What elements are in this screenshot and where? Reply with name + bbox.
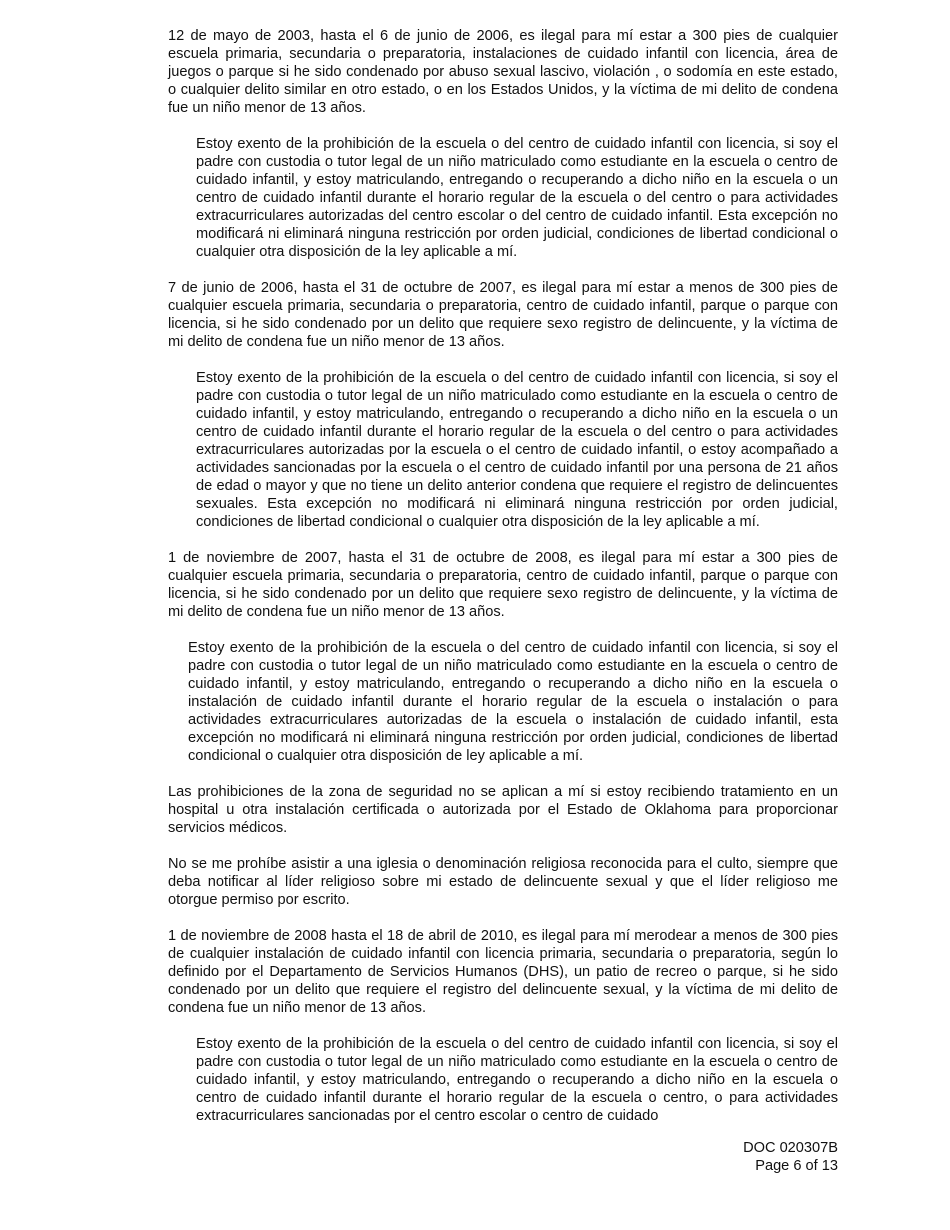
document-body [168,27,838,1143]
page-number: Page 6 of 13 [755,1158,838,1174]
exemption-paragraph-2007-2008: Estoy exento de la prohibición de la escuela o del centro de cuidado infantil con licencia, si soy el padre con custodia o tutor legal de un niño matriculado como estudiante en la escuela o centro de cuidado infantil, y estoy matriculando, entregando o recuperando a dicho niño en la escuela o instalación de cuidado infantil durante el horario regular de la escuela o instalación o para actividades extracurriculares autorizadas de la escuela o instalación de cuidado infantil, esta excepción no modificará ni eliminará ninguna restricción por orden judicial, condiciones de libertad condicional o cualquier otra disposición de ley aplicable a mí. [188,640,838,764]
paragraph-2007-2008: 1 de noviembre de 2007, hasta el 31 de octubre de 2008, es ilegal para mí estar a 300 pies de cualquier escuela primaria, secundaria o preparatoria, centro de cuidado infantil, parque o parque con licencia, si he sido condenado por un delito que requiere sexo registro de delincuente, y la víctima de mi delito de condena fue un niño menor de 13 años. [168,550,838,620]
paragraph-2008-2010: 1 de noviembre de 2008 hasta el 18 de abril de 2010, es ilegal para mí merodear a menos de 300 pies de cualquier instalación de cuidado infantil con licencia primaria, secundaria o preparatoria, según lo definido por el Departamento de Servicios Humanos (DHS), un patio de recreo o parque, si he sido condenado por un delito que requiere el registro del delincuente sexual, y la víctima de mi delito de condena fue un niño menor de 13 años. [168,928,838,1016]
paragraph-2003-2006: 12 de mayo de 2003, hasta el 6 de junio de 2006, es ilegal para mí estar a 300 pies de cualquier escuela primaria, secundaria o preparatoria, instalaciones de cuidado infantil con licencia, área de juegos o parque si he sido condenado por abuso sexual lascivo, violación , o sodomía en este estado, o cualquier delito similar en otro estado, o en los Estados Unidos, y la víctima de mi delito de condena fue un niño menor de 13 años. [168,28,838,116]
document-id: DOC 020307B [743,1140,838,1156]
exemption-paragraph-2006-2007: Estoy exento de la prohibición de la escuela o del centro de cuidado infantil con licencia, si soy el padre con custodia o tutor legal de un niño matriculado como estudiante en la escuela o centro de cuidado infantil, y estoy matriculando, entregando o recuperando a dicho niño en la escuela o un centro de cuidado infantil durante el horario regular de la escuela o del centro o para actividades extracurriculares autorizadas por la escuela o el centro de cuidado infantil, o estoy acompañado a actividades sancionadas por la escuela o el centro de cuidado infantil por una persona de 21 años de edad o mayor y que no tiene un delito anterior condena que requiere el registro de delincuentes sexuales. Esta excepción no modificará ni eliminará ninguna restricción por orden judicial, condiciones de libertad condicional o cualquier otra disposición de la ley aplicable a mí. [196,370,838,530]
paragraph-church-exception: No se me prohíbe asistir a una iglesia o denominación religiosa reconocida para el culto, siempre que deba notificar al líder religioso sobre mi estado de delincuente sexual y que el líder religioso me otorgue permiso por escrito. [168,856,838,908]
page-footer [743,1139,838,1175]
exemption-paragraph-2003-2006: Estoy exento de la prohibición de la escuela o del centro de cuidado infantil con licencia, si soy el padre con custodia o tutor legal de un niño matriculado como estudiante en la escuela o centro de cuidado infantil, y estoy matriculando, entregando o recuperando a dicho niño en la escuela o un centro de cuidado infantil durante el horario regular de la escuela o del centro o para actividades extracurriculares autorizadas del centro escolar o del centro de cuidado infantil. Esta excepción no modificará ni eliminará ninguna restricción por orden judicial, condiciones de libertad condicional o cualquier otra disposición de la ley aplicable a mí. [196,136,838,260]
exemption-paragraph-2008-2010: Estoy exento de la prohibición de la escuela o del centro de cuidado infantil con licencia, si soy el padre con custodia o tutor legal de un niño matriculado como estudiante en la escuela o centro de cuidado infantil, y estoy matriculando, entregando o recuperando a dicho niño en la escuela o centro de cuidado infantil durante el horario regular de la escuela o centro, o para actividades extracurriculares sancionadas por el centro escolar o centro de cuidado [196,1036,838,1124]
paragraph-2006-2007: 7 de junio de 2006, hasta el 31 de octubre de 2007, es ilegal para mí estar a menos de 300 pies de cualquier escuela primaria, secundaria o preparatoria, centro de cuidado infantil, parque o parque con licencia, si he sido condenado por un delito que requiere sexo registro de delincuente, y la víctima de mi delito de condena fue un niño menor de 13 años. [168,280,838,350]
paragraph-hospital-exception: Las prohibiciones de la zona de seguridad no se aplican a mí si estoy recibiendo tratamiento en un hospital u otra instalación certificada o autorizada por el Estado de Oklahoma para proporcionar servicios médicos. [168,784,838,836]
